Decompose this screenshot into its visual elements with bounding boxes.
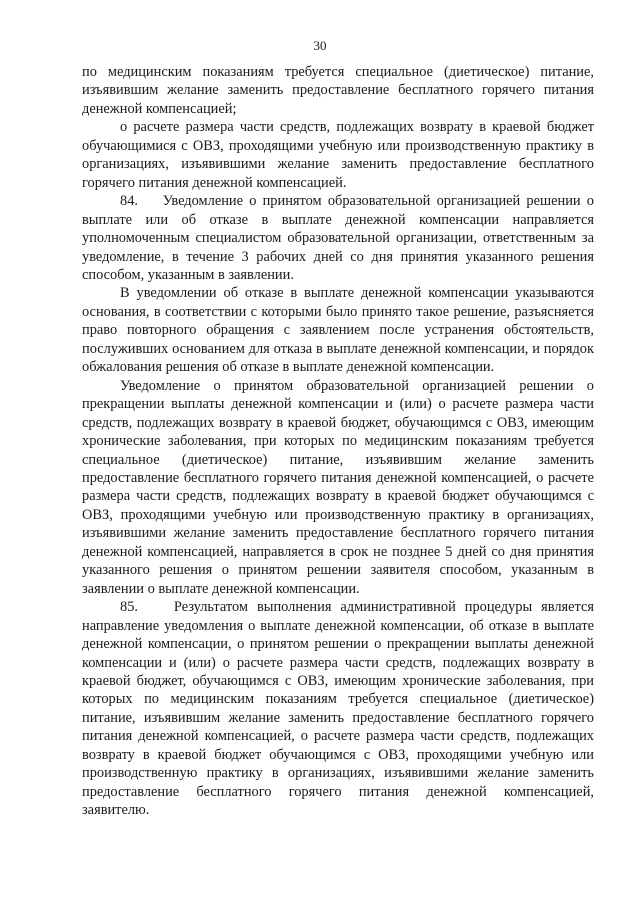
- paragraph-84: 84. Уведомление о принятом образовательной организацией решении о выплате или об отказе в выплате денежной компенсации направляется уполномоченным специалистом образовательной организации, ответственным за уведомление, в течение 3 рабочих дней со дня принятия указанного решения способом, указанным в заявлении.: [82, 193, 594, 283]
- document-body: [82, 63, 594, 820]
- paragraph-continuation: по медицинским показаниям требуется специальное (диетическое) питание, изъявившим желание заменить предоставление бесплатного горячего питания денежной компенсацией;: [82, 64, 594, 117]
- paragraph-85: 85. Результатом выполнения административной процедуры является направление уведомления о выплате денежной компенсации, об отказе в выплате денежной компенсации, о принятом решении о прекращении выплаты денежной компенсации и (или) о расчете размера части средств, подлежащих возврату в краевой бюджет, обучающимся с ОВЗ, имеющим хронические заболевания, при которых по медицинским показаниям требуется специальное (диетическое) питание, изъявившим желание заменить предоставление бесплатного горячего питания денежной компенсацией, о расчете размера части средств, подлежащих возврату в краевой бюджет обучающимся с ОВЗ, проходящими учебную или производственную практику в организациях, изъявившими желание заменить предоставление бесплатного горячего питания денежной компенсацией, заявителю.: [82, 599, 594, 819]
- paragraph-refund-calculation: о расчете размера части средств, подлежащих возврату в краевой бюджет обучающимися с ОВЗ, проходящими учебную или производственную практику в организациях, изъявившими желание заменить предоставление бесплатного горячего питания денежной компенсацией.: [82, 119, 594, 191]
- paragraph-termination-notice: Уведомление о принятом образовательной организацией решении о прекращении выплаты денежной компенсации и (или) о расчете размера части средств, подлежащих возврату в краевой бюджет, обучающимся с ОВЗ, имеющим хронические заболевания, при которых по медицинским показаниям требуется специальное (диетическое) питание, изъявившим желание заменить предоставление бесплатного горячего питания денежной компенсацией, о расчете размера части средств, подлежащих возврату в краевой бюджет обучающимся с ОВЗ, проходящими учебную или производственную практику в организациях, изъявившими желание заменить предоставление бесплатного горячего питания денежной компенсацией, направляется в срок не позднее 5 дней со дня принятия указанного решения о принятом решении заявителя способом, указанным в заявлении о выплате денежной компенсации.: [82, 377, 594, 597]
- page-number: 30: [313, 38, 327, 53]
- paragraph-refusal-notice: В уведомлении об отказе в выплате денежной компенсации указываются основания, в соответствии с которыми было принято такое решение, разъясняется право повторного обращения с заявлением после устранения обстоятельств, послуживших основанием для отказа в выплате денежной компенсации, и порядок обжалования решения об отказе в выплате денежной компенсации.: [82, 285, 594, 376]
